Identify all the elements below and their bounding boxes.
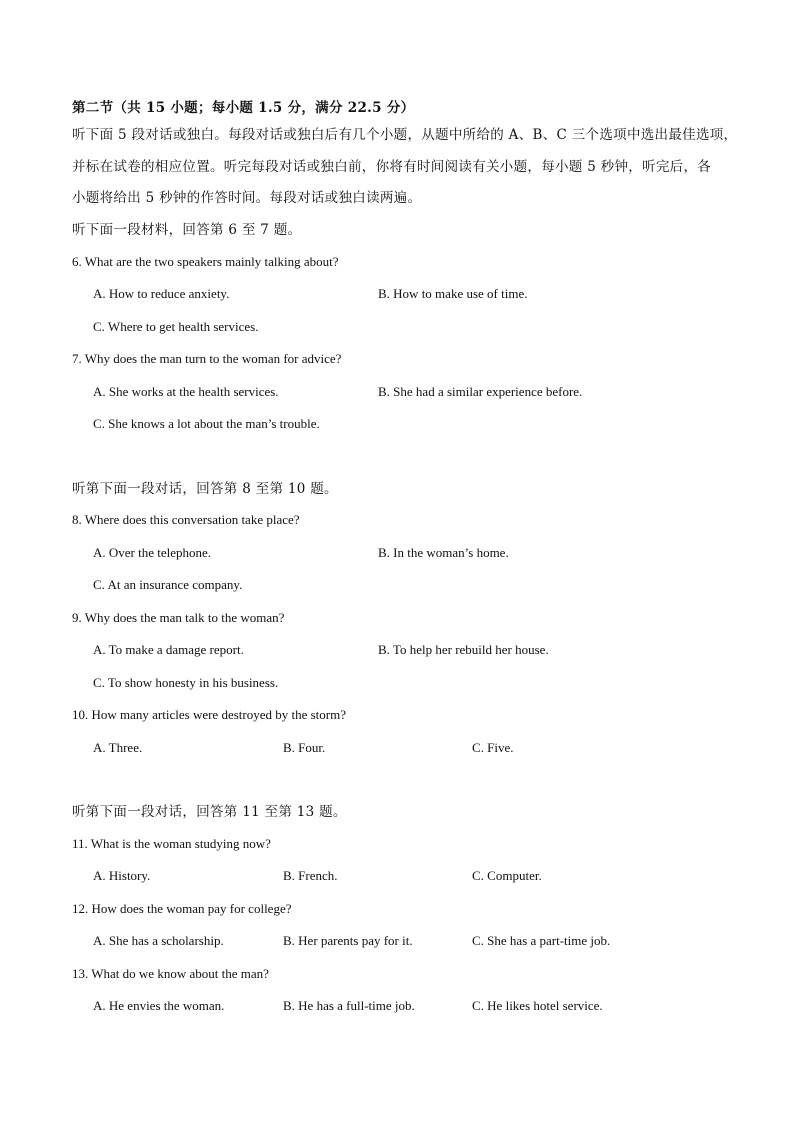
section-heading: 第二节（共 15 小题；每小题 1.5 分，满分 22.5 分） — [72, 100, 415, 116]
question-stem: 6. What are the two speakers mainly talking about? — [72, 254, 339, 269]
option-c: C. To show honesty in his business. — [93, 675, 279, 690]
option-a: A. She has a scholarship. — [93, 933, 224, 948]
question-stem: 7. Why does the man turn to the woman for advice? — [72, 351, 342, 366]
option-b: B. She had a similar experience before. — [378, 384, 583, 399]
option-a: A. He envies the woman. — [93, 998, 225, 1013]
option-a: A. How to reduce anxiety. — [93, 286, 230, 301]
question-stem: 12. How does the woman pay for college? — [72, 901, 292, 916]
instruction-line: 听下面 5 段对话或独白。每段对话或独白后有几个小题，从题中所给的 A、B、C 三个选项中选出最佳选项， — [72, 127, 738, 143]
option-b: B. Four. — [283, 740, 326, 755]
option-c: C. Five. — [472, 740, 514, 755]
option-b: B. How to make use of time. — [378, 286, 528, 301]
option-c: C. She has a part-time job. — [472, 933, 611, 948]
group-intro: 听下面一段材料，回答第 6 至 7 题。 — [72, 222, 302, 238]
option-a: A. Three. — [93, 740, 143, 755]
option-c: C. Computer. — [472, 868, 542, 883]
group-intro: 听第下面一段对话，回答第 11 至第 13 题。 — [72, 804, 347, 820]
option-b: B. To help her rebuild her house. — [378, 642, 549, 657]
option-a: A. History. — [93, 868, 151, 883]
option-b: B. Her parents pay for it. — [283, 933, 413, 948]
option-a: A. Over the telephone. — [93, 545, 212, 560]
option-c: C. Where to get health services. — [93, 319, 259, 334]
question-stem: 11. What is the woman studying now? — [72, 836, 271, 851]
option-c: C. At an insurance company. — [93, 577, 243, 592]
option-a: A. She works at the health services. — [93, 384, 279, 399]
option-c: C. He likes hotel service. — [472, 998, 603, 1013]
group-intro: 听第下面一段对话，回答第 8 至第 10 题。 — [72, 481, 338, 497]
instruction-line: 小题将给出 5 秒钟的作答时间。每段对话或独白读两遍。 — [72, 190, 422, 206]
option-b: B. He has a full-time job. — [283, 998, 415, 1013]
question-stem: 13. What do we know about the man? — [72, 966, 269, 981]
question-stem: 9. Why does the man talk to the woman? — [72, 610, 285, 625]
option-a: A. To make a damage report. — [93, 642, 244, 657]
question-stem: 10. How many articles were destroyed by the storm? — [72, 707, 347, 722]
option-c: C. She knows a lot about the man’s trouble. — [93, 416, 320, 431]
instruction-line: 并标在试卷的相应位置。听完每段对话或独白前，你将有时间阅读有关小题，每小题 5 秒钟，听完后，各 — [72, 159, 712, 175]
option-b: B. In the woman’s home. — [378, 545, 509, 560]
option-b: B. French. — [283, 868, 338, 883]
question-stem: 8. Where does this conversation take place? — [72, 512, 300, 527]
